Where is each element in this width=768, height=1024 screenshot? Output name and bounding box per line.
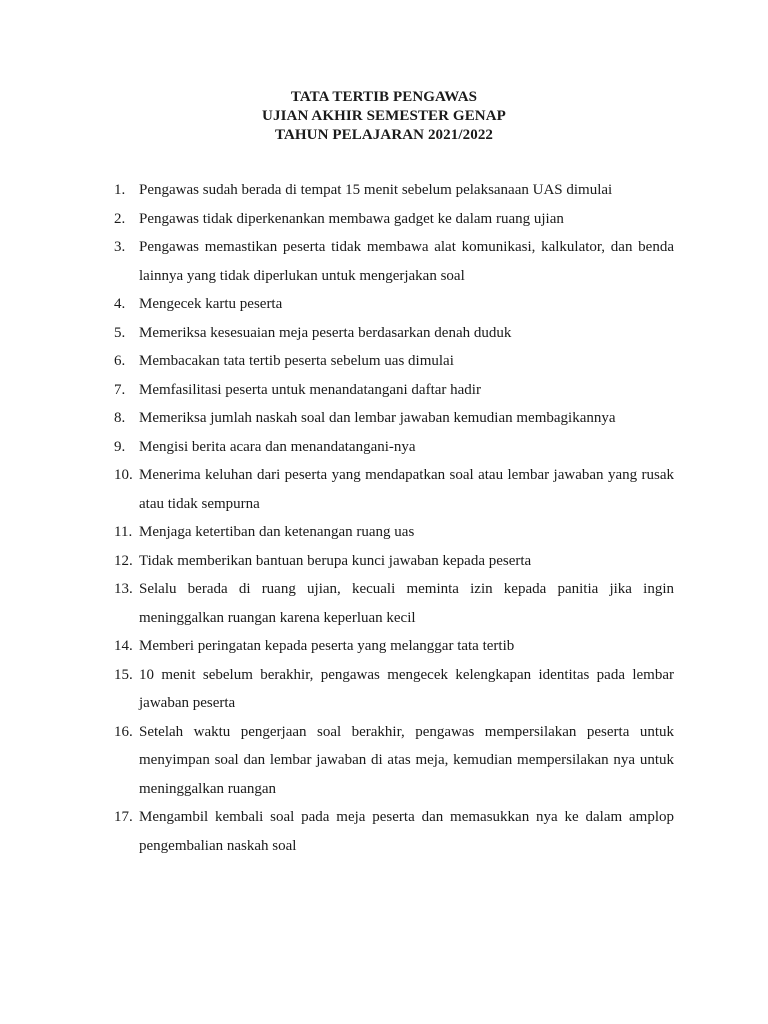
rule-item [114, 575, 674, 632]
rule-item [114, 347, 674, 376]
rule-text: Mengisi berita acara dan menandatangani-nya [139, 438, 416, 455]
rule-item [114, 661, 674, 718]
rule-text: Mengecek kartu peserta [139, 296, 283, 312]
rule-item [114, 518, 674, 547]
rules-list [114, 176, 674, 860]
rule-item [114, 632, 674, 661]
rule-number: 14. [114, 638, 133, 654]
rule-text: Setelah waktu pengerjaan soal berakhir, pengawas mempersilakan peserta untuk menyimpan soal dan lembar jawaban di atas meja, kemudian mempersilakan nya untuk meninggalkan ruangan [139, 723, 674, 797]
rule-item [114, 319, 674, 348]
rule-text: Menjaga ketertiban dan ketenangan ruang uas [139, 524, 415, 540]
rule-text: Selalu berada di ruang ujian, kecuali meminta izin kepada panitia jika ingin meninggalkan ruangan karena keperluan kecil [139, 581, 674, 626]
rule-number: 5. [114, 324, 126, 341]
rule-text: Pengawas tidak diperkenankan membawa gadget ke dalam ruang ujian [139, 210, 564, 227]
rule-number: 10. [114, 467, 133, 483]
rule-item [114, 433, 674, 462]
rule-number: 7. [114, 381, 126, 398]
rule-number: 2. [114, 210, 126, 227]
rule-number: 9. [114, 438, 126, 455]
rule-text: 10 menit sebelum berakhir, pengawas mengecek kelengkapan identitas pada lembar jawaban peserta [139, 666, 674, 711]
rule-item [114, 547, 674, 576]
rule-item [114, 461, 674, 518]
rule-text: Pengawas sudah berada di tempat 15 menit sebelum pelaksanaan UAS dimulai [139, 182, 613, 198]
rule-text: Pengawas memastikan peserta tidak membawa alat komunikasi, kalkulator, dan benda lainnya yang tidak diperlukan untuk mengerjakan soal [139, 239, 674, 284]
rule-number: 1. [114, 182, 126, 198]
rule-text: Mengambil kembali soal pada meja peserta dan memasukkan nya ke dalam amplop pengembalian naskah soal [139, 809, 674, 854]
rule-item [114, 376, 674, 405]
rule-text: Memeriksa kesesuaian meja peserta berdasarkan denah duduk [139, 324, 512, 341]
rule-number: 13. [114, 581, 133, 597]
rule-item [114, 718, 674, 804]
rule-number: 4. [114, 296, 126, 312]
rule-item [114, 176, 674, 205]
rule-number: 3. [114, 239, 126, 255]
rule-number: 8. [114, 410, 126, 426]
rule-text: Memberi peringatan kepada peserta yang melanggar tata tertib [139, 638, 515, 654]
title-line-3: TAHUN PELAJARAN 2021/2022 [274, 127, 494, 143]
rule-text: Menerima keluhan dari peserta yang mendapatkan soal atau lembar jawaban yang rusak atau tidak sempurna [139, 467, 674, 512]
rule-item [114, 233, 674, 290]
rule-number: 6. [114, 353, 126, 369]
rule-number: 15. [114, 666, 133, 683]
document-title [0, 88, 768, 145]
rule-number: 16. [114, 723, 133, 740]
rule-item [114, 803, 674, 860]
title-line-2: UJIAN AKHIR SEMESTER GENAP [262, 108, 506, 124]
rule-text: Membacakan tata tertib peserta sebelum uas dimulai [139, 353, 454, 369]
rule-item [114, 404, 674, 433]
title-line-1: TATA TERTIB PENGAWAS [290, 89, 478, 105]
rule-item [114, 205, 674, 234]
rule-number: 17. [114, 809, 133, 825]
rule-text: Tidak memberikan bantuan berupa kunci jawaban kepada peserta [139, 552, 532, 569]
rule-number: 12. [114, 552, 133, 569]
rule-text: Memeriksa jumlah naskah soal dan lembar jawaban kemudian membagikannya [139, 410, 616, 426]
rule-item [114, 290, 674, 319]
rule-number: 11. [114, 524, 133, 540]
rule-text: Memfasilitasi peserta untuk menandatangani daftar hadir [139, 381, 481, 398]
